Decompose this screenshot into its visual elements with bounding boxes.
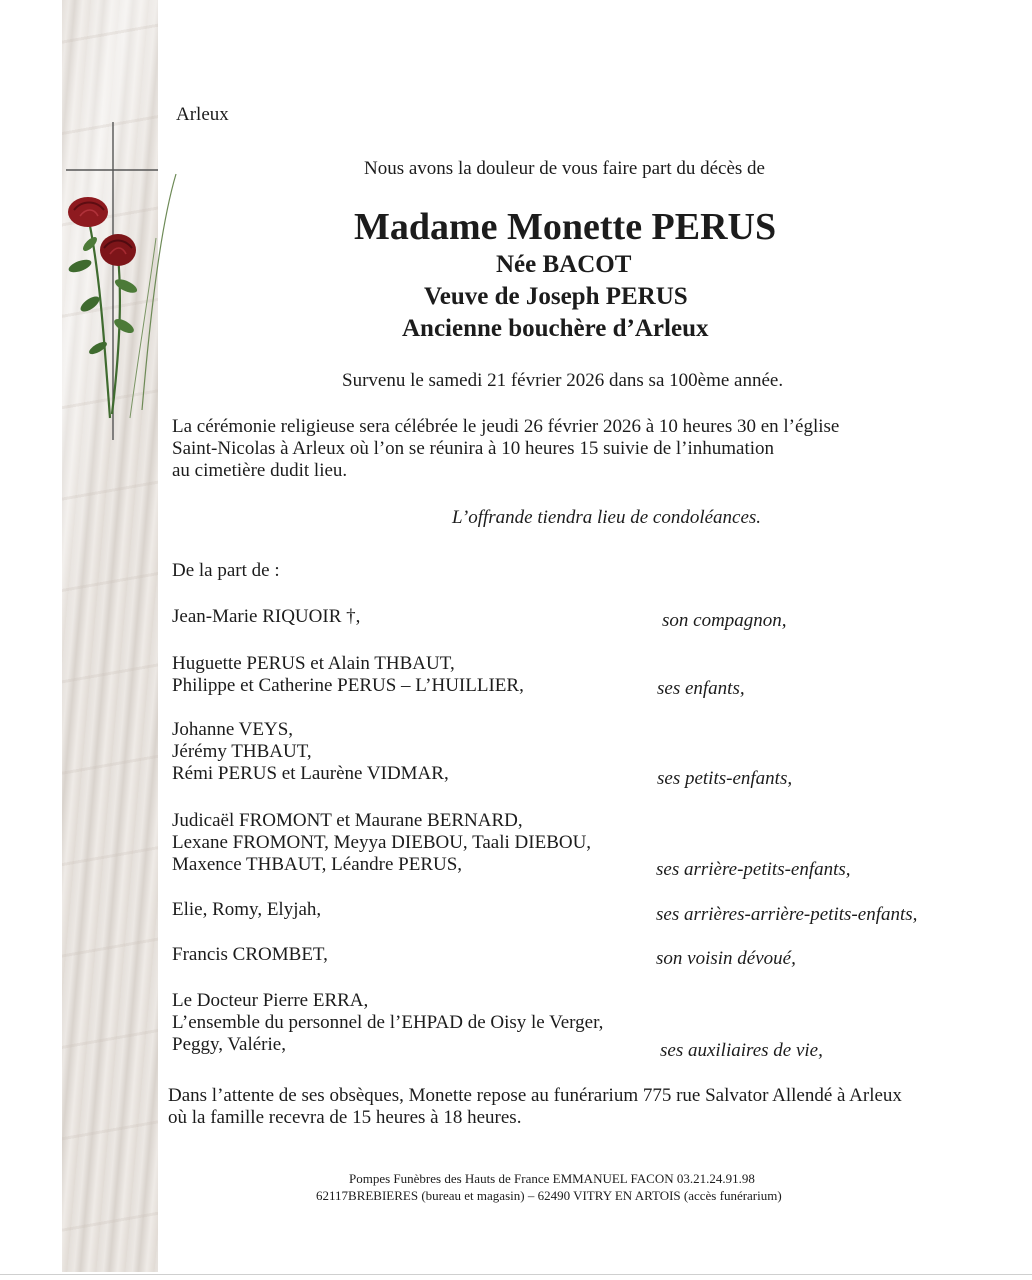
family-group (172, 899, 321, 921)
ceremony-line: Saint-Nicolas à Arleux où l’on se réunira à 10 heures 15 suivie de l’inhumation (172, 438, 775, 459)
ceremony-line: au cimetière dudit lieu. (172, 460, 348, 481)
family-name-line: Huguette PERUS et Alain THBAUT, (172, 653, 455, 674)
funeral-home-line: Pompes Funèbres des Hauts de France EMMANUEL FACON 03.21.24.91.98 (349, 1171, 755, 1186)
family-group (172, 990, 603, 1056)
family-relation: ses auxiliaires de vie, (660, 1040, 823, 1061)
family-name-line: Elie, Romy, Elyjah, (172, 899, 322, 920)
family-relation: ses petits-enfants, (657, 768, 793, 789)
death-notice: Survenu le samedi 21 février 2026 dans sa 100ème année. (342, 370, 784, 391)
family-relation: ses arrières-arrière-petits-enfants, (656, 904, 918, 925)
family-group (172, 810, 591, 876)
ceremony-line: La cérémonie religieuse sera célébrée le jeudi 26 février 2026 à 10 heures 30 en l’église (172, 416, 840, 437)
maiden-name: Née BACOT (496, 251, 632, 278)
intro-text: Nous avons la douleur de vous faire part du décès de (364, 158, 765, 179)
family-name-line: Le Docteur Pierre ERRA, (172, 990, 369, 1011)
family-relation: ses enfants, (657, 678, 745, 699)
visitation-line: où la famille recevra de 15 heures à 18 heures. (168, 1107, 522, 1128)
visitation-paragraph (168, 1085, 902, 1129)
family-relation: son compagnon, (662, 610, 787, 631)
family-group (172, 944, 328, 966)
occupation: Ancienne bouchère d’Arleux (402, 315, 709, 342)
family-name-line: Johanne VEYS, (172, 719, 294, 740)
family-relation: ses arrière-petits-enfants, (656, 859, 851, 880)
family-relation: son voisin dévoué, (656, 948, 796, 969)
family-name-line: Judicaël FROMONT et Maurane BERNARD, (172, 810, 523, 831)
deceased-name: Madame Monette PERUS (354, 206, 777, 248)
family-name-line: L’ensemble du personnel de l’EHPAD de Oisy le Verger, (172, 1012, 604, 1033)
offering-note: L’offrande tiendra lieu de condoléances. (452, 507, 762, 528)
visitation-line: Dans l’attente de ses obsèques, Monette repose au funérarium 775 rue Salvator Allendé à Arleux (168, 1085, 902, 1106)
family-name-line: Francis CROMBET, (172, 944, 328, 965)
from-label: De la part de : (172, 560, 280, 581)
family-name-line: Philippe et Catherine PERUS – L’HUILLIER, (172, 675, 524, 696)
family-name-line: Peggy, Valérie, (172, 1034, 286, 1055)
ceremony-paragraph (172, 416, 839, 482)
family-name-line: Jérémy THBAUT, (172, 741, 312, 762)
family-name-line: Maxence THBAUT, Léandre PERUS, (172, 854, 463, 875)
family-group (172, 653, 524, 697)
family-name-line: Jean-Marie RIQUOIR †, (172, 606, 361, 627)
location: Arleux (176, 104, 229, 125)
family-group (172, 719, 449, 785)
family-name-line: Rémi PERUS et Laurène VIDMAR, (172, 763, 449, 784)
funeral-home-address: 62117BREBIERES (bureau et magasin) – 62490 VITRY EN ARTOIS (accès funérarium) (316, 1188, 782, 1203)
family-group (172, 606, 360, 628)
page-bottom-edge (0, 1274, 1032, 1275)
family-name-line: Lexane FROMONT, Meyya DIEBOU, Taali DIEBOU, (172, 832, 592, 853)
cross-and-roses-icon (60, 118, 180, 448)
widow-of: Veuve de Joseph PERUS (424, 283, 688, 310)
